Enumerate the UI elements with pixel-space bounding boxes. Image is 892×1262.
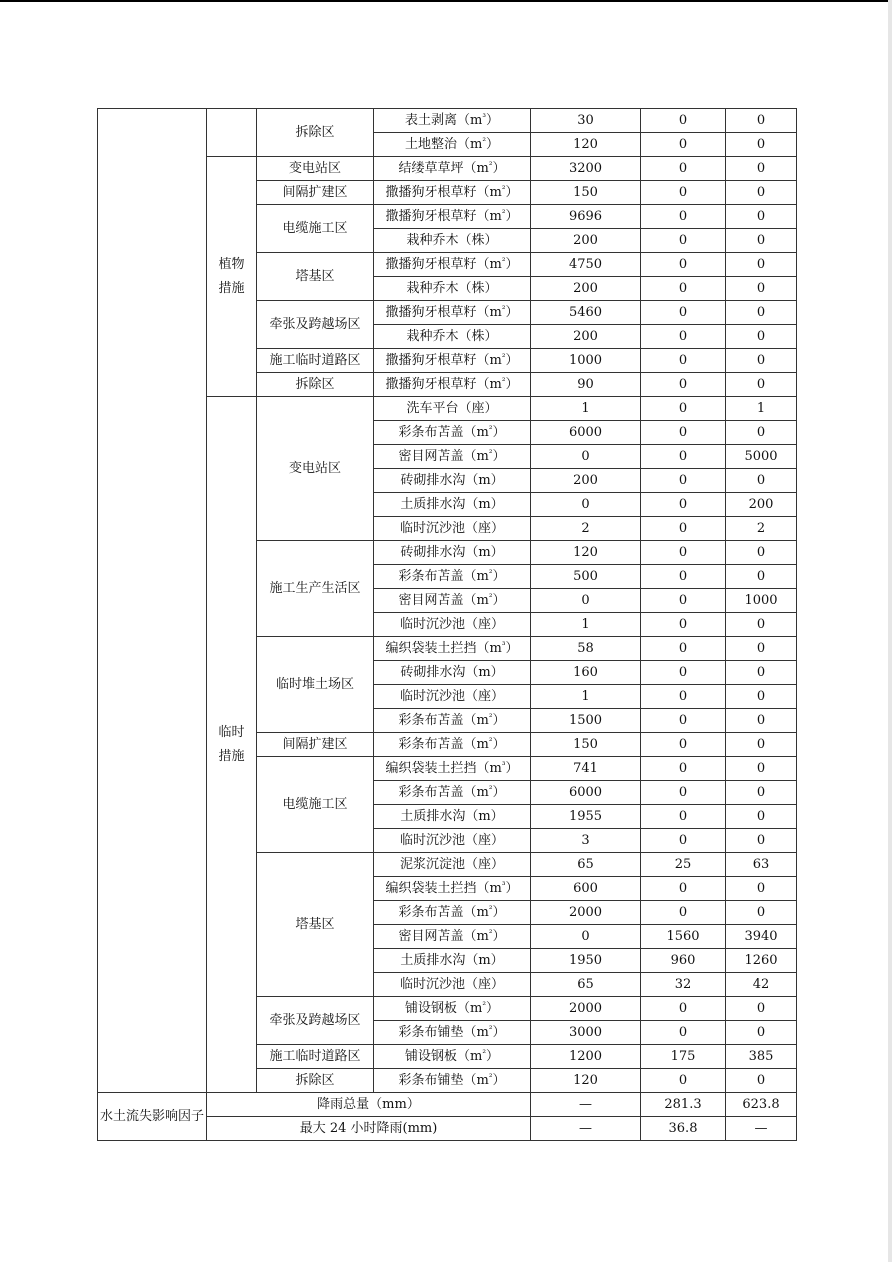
value-cell: 1 [531,613,641,637]
value-cell: 6000 [531,421,641,445]
measure-cell: 铺设钢板$(m^{^2})$ [374,997,531,1021]
zone-cell: 牵张及跨越场区 [257,301,374,349]
value-cell: 42 [726,973,797,997]
value-cell: 150 [531,181,641,205]
value-cell: 0 [726,1021,797,1045]
value-cell: 0 [726,709,797,733]
value-cell: 3000 [531,1021,641,1045]
value-cell: 0 [726,877,797,901]
value-cell: 3940 [726,925,797,949]
factor-row [98,1093,797,1117]
value-cell: 0 [531,589,641,613]
value-cell: 2 [726,517,797,541]
zone-cell: 间隔扩建区 [257,181,374,205]
value-cell: 200 [531,229,641,253]
factor-name-cell: 最大 24 小时降雨(mm) [207,1117,531,1141]
value-cell: 0 [726,637,797,661]
value-cell: 0 [726,253,797,277]
measure-cell: 结缕草草坪$(m^{^2})$ [374,157,531,181]
value-cell: 1500 [531,709,641,733]
value-cell: 3 [531,829,641,853]
value-cell: — [726,1117,797,1141]
measure-cell: 砖砌排水沟（m） [374,541,531,565]
value-cell: 281.3 [641,1093,726,1117]
value-cell: 960 [641,949,726,973]
category-cell: 植物 措施 [207,157,257,397]
zone-cell: 塔基区 [257,853,374,997]
zone-cell: 间隔扩建区 [257,733,374,757]
zone-cell: 电缆施工区 [257,757,374,853]
value-cell: 0 [726,181,797,205]
value-cell: 0 [641,421,726,445]
value-cell: 0 [726,157,797,181]
measure-cell: 临时沉沙池（座） [374,517,531,541]
value-cell: 0 [641,997,726,1021]
value-cell: 1000 [726,589,797,613]
value-cell: 0 [726,805,797,829]
value-cell: 25 [641,853,726,877]
table-row [98,109,797,133]
value-cell: 0 [641,325,726,349]
value-cell: 0 [641,709,726,733]
value-cell: 600 [531,877,641,901]
zone-cell: 临时堆土场区 [257,637,374,733]
value-cell: 0 [726,133,797,157]
value-cell: 0 [641,661,726,685]
factor-name-cell: 降雨总量（mm） [207,1093,531,1117]
category-cell: 临时 措施 [207,397,257,1093]
value-cell: 0 [641,757,726,781]
value-cell: 0 [726,1069,797,1093]
measure-cell: 密目网苫盖$(m^{^2})$ [374,445,531,469]
measure-cell: 土质排水沟（m） [374,493,531,517]
measure-cell: 彩条布苫盖$(m^{^2})$ [374,709,531,733]
value-cell: 0 [641,805,726,829]
measure-cell: 撒播狗牙根草籽$(m^{^2})$ [374,253,531,277]
value-cell: 1560 [641,925,726,949]
value-cell: 0 [726,829,797,853]
value-cell: 6000 [531,781,641,805]
zone-cell: 施工临时道路区 [257,349,374,373]
value-cell: 385 [726,1045,797,1069]
value-cell: 36.8 [641,1117,726,1141]
zone-cell: 施工生产生活区 [257,541,374,637]
measure-cell: 彩条布苫盖$(m^{^2})$ [374,733,531,757]
value-cell: 0 [641,1069,726,1093]
measure-cell: 洗车平台（座） [374,397,531,421]
value-cell: 0 [726,997,797,1021]
value-cell: 0 [726,757,797,781]
value-cell: 58 [531,637,641,661]
zone-cell: 施工临时道路区 [257,1045,374,1069]
value-cell: 623.8 [726,1093,797,1117]
value-cell: 0 [531,925,641,949]
value-cell: 1 [531,397,641,421]
zone-cell: 电缆施工区 [257,205,374,253]
value-cell: 1 [726,397,797,421]
measures-table [97,108,797,1141]
value-cell: 0 [726,229,797,253]
value-cell: 0 [641,253,726,277]
measure-cell: 彩条布苫盖$(m^{^2})$ [374,565,531,589]
value-cell: 200 [531,469,641,493]
value-cell: 200 [531,277,641,301]
value-cell: 160 [531,661,641,685]
zone-cell: 拆除区 [257,1069,374,1093]
value-cell: 0 [641,517,726,541]
value-cell: 0 [726,661,797,685]
value-cell: 2000 [531,901,641,925]
value-cell: 0 [641,157,726,181]
value-cell: 500 [531,565,641,589]
value-cell: 0 [726,373,797,397]
page-top-rule [0,0,892,2]
value-cell: 741 [531,757,641,781]
zone-cell: 拆除区 [257,373,374,397]
value-cell: 0 [726,301,797,325]
measure-cell: 表土剥离$(m^{^3})$ [374,109,531,133]
measure-cell: 彩条布苫盖$(m^{^2})$ [374,901,531,925]
value-cell: 0 [726,565,797,589]
measure-cell: 砖砌排水沟（m） [374,661,531,685]
value-cell: 0 [641,781,726,805]
value-cell: 0 [641,277,726,301]
value-cell: 0 [641,1021,726,1045]
value-cell: 1200 [531,1045,641,1069]
value-cell: 0 [726,469,797,493]
value-cell: 0 [726,541,797,565]
value-cell: 30 [531,109,641,133]
zone-cell: 变电站区 [257,397,374,541]
value-cell: 0 [641,733,726,757]
value-cell: 175 [641,1045,726,1069]
measure-cell: 临时沉沙池（座） [374,613,531,637]
value-cell: 1955 [531,805,641,829]
measure-cell: 撒播狗牙根草籽$(m^{^2})$ [374,301,531,325]
value-cell: 0 [641,829,726,853]
value-cell: 200 [531,325,641,349]
measure-cell: 临时沉沙池（座） [374,829,531,853]
value-cell: 0 [726,205,797,229]
measure-cell: 撒播狗牙根草籽$(m^{^2})$ [374,349,531,373]
value-cell: 150 [531,733,641,757]
value-cell: 0 [641,493,726,517]
value-cell: 0 [726,325,797,349]
value-cell: 2 [531,517,641,541]
value-cell: 0 [641,541,726,565]
value-cell: 200 [726,493,797,517]
value-cell: 0 [726,277,797,301]
measure-cell: 彩条布铺垫$(m^{^2})$ [374,1021,531,1045]
measure-cell: 栽种乔木（株） [374,325,531,349]
measure-cell: 密目网苫盖$(m^{^2})$ [374,925,531,949]
value-cell: 0 [726,349,797,373]
value-cell: 120 [531,133,641,157]
value-cell: 0 [641,637,726,661]
value-cell: 0 [641,589,726,613]
measure-cell: 土质排水沟（m） [374,949,531,973]
value-cell: 0 [726,421,797,445]
measure-cell: 栽种乔木（株） [374,277,531,301]
value-cell: 0 [641,469,726,493]
zone-cell: 变电站区 [257,157,374,181]
value-cell: 1000 [531,349,641,373]
measure-cell: 撒播狗牙根草籽$(m^{^2})$ [374,205,531,229]
value-cell: 65 [531,973,641,997]
value-cell: 0 [726,733,797,757]
value-cell: 0 [641,205,726,229]
value-cell: 1 [531,685,641,709]
value-cell: 120 [531,541,641,565]
value-cell: 4750 [531,253,641,277]
zone-cell: 拆除区 [257,109,374,157]
value-cell: 9696 [531,205,641,229]
measure-cell: 砖砌排水沟（m） [374,469,531,493]
value-cell: 0 [641,445,726,469]
value-cell: 0 [641,373,726,397]
value-cell: 65 [531,853,641,877]
value-cell: — [531,1093,641,1117]
measure-cell: 撒播狗牙根草籽$(m^{^2})$ [374,181,531,205]
value-cell: 0 [726,781,797,805]
value-cell: 3200 [531,157,641,181]
value-cell: — [531,1117,641,1141]
measure-cell: 铺设钢板$(m^{^2})$ [374,1045,531,1069]
measure-cell: 泥浆沉淀池（座） [374,853,531,877]
measure-cell: 土地整治$(m^{^2})$ [374,133,531,157]
value-cell: 120 [531,1069,641,1093]
value-cell: 2000 [531,997,641,1021]
value-cell: 0 [726,901,797,925]
page-right-edge [888,0,892,1262]
value-cell: 0 [641,901,726,925]
measure-cell: 彩条布铺垫$(m^{^2})$ [374,1069,531,1093]
value-cell: 0 [641,349,726,373]
value-cell: 0 [726,109,797,133]
value-cell: 32 [641,973,726,997]
measure-cell: 临时沉沙池（座） [374,973,531,997]
value-cell: 0 [531,493,641,517]
zone-cell: 牵张及跨越场区 [257,997,374,1045]
measure-cell: 土质排水沟（m） [374,805,531,829]
measure-cell: 栽种乔木（株） [374,229,531,253]
value-cell: 63 [726,853,797,877]
value-cell: 0 [726,613,797,637]
value-cell: 0 [641,229,726,253]
measure-cell: 编织袋装土拦挡$(m^{^3})$ [374,757,531,781]
value-cell: 0 [641,565,726,589]
measure-cell: 密目网苫盖$(m^{^2})$ [374,589,531,613]
measure-cell: 彩条布苫盖$(m^{^2})$ [374,781,531,805]
value-cell: 1260 [726,949,797,973]
value-cell: 0 [641,133,726,157]
value-cell: 0 [726,685,797,709]
value-cell: 0 [531,445,641,469]
value-cell: 0 [641,685,726,709]
value-cell: 90 [531,373,641,397]
value-cell: 5460 [531,301,641,325]
measure-cell: 撒播狗牙根草籽$(m^{^2})$ [374,373,531,397]
value-cell: 0 [641,301,726,325]
measure-cell: 编织袋装土拦挡$(m^{^3})$ [374,877,531,901]
value-cell: 1950 [531,949,641,973]
value-cell: 0 [641,397,726,421]
value-cell: 0 [641,877,726,901]
measure-cell: 临时沉沙池（座） [374,685,531,709]
value-cell: 0 [641,181,726,205]
blank-category-cell [207,109,257,157]
measure-cell: 彩条布苫盖$(m^{^2})$ [374,421,531,445]
measure-cell: 编织袋装土拦挡$(m^{^3})$ [374,637,531,661]
value-cell: 0 [641,613,726,637]
zone-cell: 塔基区 [257,253,374,301]
value-cell: 5000 [726,445,797,469]
value-cell: 0 [641,109,726,133]
blank-header-cell [98,109,207,1093]
factor-label-cell: 水土流失影响因子 [98,1093,207,1141]
